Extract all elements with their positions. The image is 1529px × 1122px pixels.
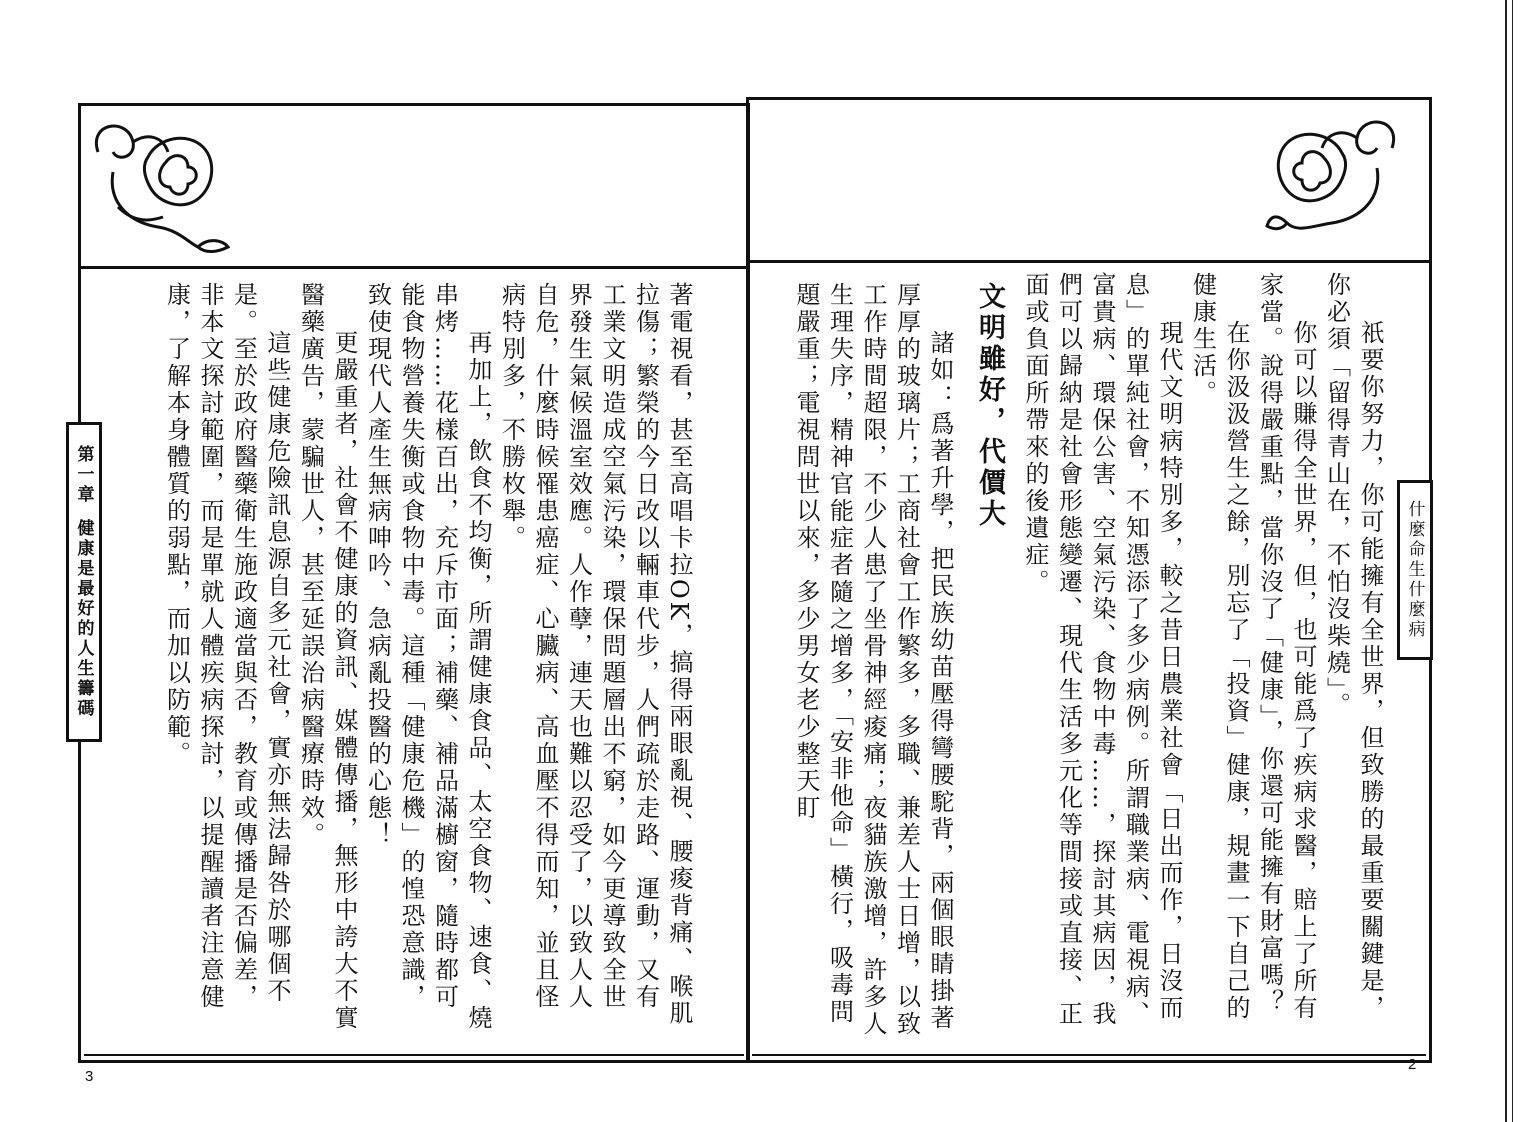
paragraph: 諸如：爲著升學，把民族幼苗壓得彎腰駝背，兩個眼睛掛著厚厚的玻璃片；工商社會工作繁多，多職、兼差人士日增，以致工作時間超限，不少人患了坐骨神經痠痛；夜貓族激增，許多人生理失序，精神官能症者隨之增多，「安非他命」橫行，吸毒問題嚴重；電視問世以來，多少男女老少整天盯 [792, 282, 954, 1038]
paragraph: 在你汲汲營生之餘，別忘了「投資」健康，規畫一下自己的健康生活。 [1188, 272, 1250, 1022]
book-edge-line-2 [1512, 0, 1513, 1122]
running-header-title: 什麼命生什麼病 [1404, 500, 1425, 640]
left-page-body [150, 282, 695, 1037]
right-page-body-bottom [792, 282, 956, 1042]
paragraph: 這些健康危險訊息源自多元社會，實亦無法歸咎於哪個不是。至於政府醫藥衛生施政適當與否，教育或傳播是否偏差，非本文探討範圍，而是單就人體疾病探討，以提醒讀者注意健康，了解本身體質的弱點，而加以防範。 [162, 282, 291, 1011]
right-bottom-rule [752, 1054, 1426, 1056]
paragraph: 更嚴重者，社會不健康的資訊、媒體傳播，無形中誇大不實醫藥廣告，蒙騙世人，甚至延誤治病醫療時效。 [296, 282, 358, 1032]
page-number-right: 2 [1408, 1056, 1417, 1073]
page-number-left: 3 [85, 1068, 94, 1085]
paragraph: 著電視看，甚至高唱卡拉OK，搞得兩眼亂視、腰痠背痛、喉肌拉傷；繁榮的今日改以輛車代步，人們疏於走路、運動，又有工業文明造成空氣污染，環保問題層出不窮，如今更導致全世界發生氣候溫室效應。人作孽，連天也難以忍受了，以致人人自危，什麼時候罹患癌症、心臟病、高血壓不得而知，並且怪病特別多，不勝枚舉。 [497, 282, 693, 1028]
paragraph: 再加上，飲食不均衡，所謂健康食品、太空食物、速食、燒串烤……花樣百出，充斥市面；補藥、補品滿櫥窗，隨時都可能食物營養失衡或食物中毒。這種「健康危機」的惶恐意識，致使現代人產生無病呻吟、急病亂投醫的心態！ [363, 282, 492, 1032]
floral-ornament-icon [88, 112, 238, 262]
running-header-tab [1397, 480, 1433, 660]
paragraph: 現代文明病特別多，較之昔日農業社會「日出而作，日沒而息」的單純社會，不知憑添了多少病例。所謂職業病、電視病、富貴病、環保公害、空氣污染、食物中毒……，探討其病因，我們可以歸納是社會形態變遷、現代生活多元化等間接或直接、正面或負面所帶來的後遺症。 [1021, 272, 1183, 1028]
chapter-title: 健康是最好的人生籌碼 [73, 519, 94, 719]
chapter-number: 第一章 [73, 445, 94, 505]
floral-ornament-icon [1252, 108, 1402, 258]
book-edge-line [1505, 0, 1507, 1122]
chapter-tab [66, 422, 102, 742]
section-heading: 文明雖好，代價大 [974, 282, 1005, 530]
right-header-rule [749, 260, 1430, 263]
right-page-body-top [1021, 272, 1386, 1042]
paragraph: 你可以賺得全世界，但，也可能爲了疾病求醫，賠上了所有家當。說得嚴重點，當你沒了「健康」，你還可能擁有財富嗎？ [1255, 272, 1317, 1022]
left-bottom-rule [84, 1054, 744, 1056]
paragraph: 祇要你努力，你可能擁有全世界，但致勝的最重要關鍵是，你必須「留得青山在，不怕沒柴燒」。 [1322, 272, 1384, 1022]
left-header-rule [81, 266, 748, 269]
